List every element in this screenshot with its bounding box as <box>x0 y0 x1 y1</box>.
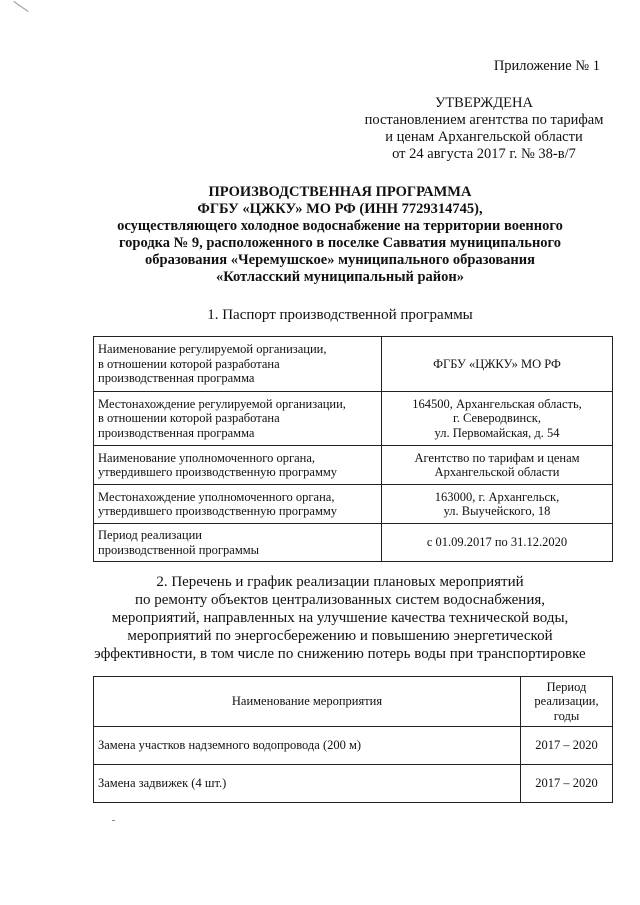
measure-name: Замена задвижек (4 шт.) <box>94 765 521 803</box>
title-line-6: «Котласский муниципальный район» <box>215 269 465 285</box>
value-line: ул. Выучейского, 18 <box>443 504 551 518</box>
title-line-1: ПРОИЗВОДСТВЕННАЯ ПРОГРАММА <box>208 184 472 200</box>
table-row <box>94 524 613 562</box>
measure-name: Замена участков надземного водопровода (200 м) <box>94 727 521 765</box>
label-line: в отношении которой разработана <box>98 356 280 371</box>
document-title <box>70 184 610 286</box>
table-row <box>94 337 613 392</box>
passport-label <box>94 337 382 392</box>
approval-block <box>364 58 604 163</box>
header-line: реализации, <box>534 694 599 709</box>
header-line: Период <box>546 679 587 694</box>
label-line: производственная программа <box>98 425 255 440</box>
title-line-4: городка № 9, расположенного в поселке Савватия муниципального <box>118 235 562 251</box>
approval-line-2: и ценам Архангельской области <box>385 129 583 145</box>
passport-table <box>93 336 613 562</box>
header-line: годы <box>553 708 580 723</box>
section-2-heading <box>70 573 610 663</box>
label-line: производственной программы <box>98 542 260 557</box>
label-line: Наименование регулируемой организации, <box>98 342 327 357</box>
value-line: 164500, Архангельская область, <box>412 396 582 411</box>
table-header-row <box>94 677 613 727</box>
approval-line-1: постановлением агентства по тарифам <box>364 112 604 128</box>
section-1-heading: 1. Паспорт производственной программы <box>207 307 473 323</box>
value-line: с 01.09.2017 по 31.12.2020 <box>426 535 568 550</box>
label-line: Период реализации <box>98 528 202 542</box>
measure-period: 2017 – 2020 <box>521 727 613 765</box>
title-line-3: осуществляющего холодное водоснабжение на территории военного <box>117 218 563 234</box>
approved-label: УТВЕРЖДЕНА <box>435 95 533 111</box>
passport-label <box>94 524 382 562</box>
label-line: производственная программа <box>98 371 255 386</box>
label-line: утвердившего производственную программу <box>98 504 338 518</box>
passport-value <box>382 485 613 524</box>
passport-label <box>94 446 382 485</box>
heading-line: эффективности, в том числе по снижению потерь воды при транспортировке <box>94 646 586 662</box>
value-line: г. Северодвинск, <box>453 411 541 426</box>
table-row <box>94 727 613 765</box>
column-header-period <box>521 677 613 727</box>
passport-value <box>382 446 613 485</box>
approval-line-3: от 24 августа 2017 г. № 38-в/7 <box>392 146 576 162</box>
label-line: утвердившего производственную программу <box>98 465 338 479</box>
table-row <box>94 485 613 524</box>
measure-period: 2017 – 2020 <box>521 765 613 803</box>
label-line: Местонахождение уполномоченного органа, <box>98 489 335 504</box>
measures-table <box>93 676 613 803</box>
column-header-name: Наименование мероприятия <box>94 677 521 727</box>
passport-value <box>382 524 613 562</box>
passport-label <box>94 392 382 446</box>
passport-value <box>382 337 613 392</box>
value-line: Архангельской области <box>434 465 560 479</box>
value-line: 163000, г. Архангельск, <box>434 489 560 504</box>
scan-artifact <box>112 820 115 821</box>
scan-artifact <box>13 1 28 12</box>
passport-label <box>94 485 382 524</box>
value-line: Агентство по тарифам и ценам <box>414 450 580 465</box>
table-row <box>94 392 613 446</box>
label-line: Наименование уполномоченного органа, <box>98 450 315 465</box>
title-line-2: ФГБУ «ЦЖКУ» МО РФ (ИНН 7729314745), <box>197 201 483 217</box>
label-line: Местонахождение регулируемой организации, <box>98 396 346 411</box>
title-line-5: образования «Черемушское» муниципального образования <box>145 252 535 268</box>
value-line: ФГБУ «ЦЖКУ» МО РФ <box>433 356 561 371</box>
heading-line: мероприятий по энергосбережению и повышению энергетической <box>127 628 553 644</box>
table-row <box>94 765 613 803</box>
table-row <box>94 446 613 485</box>
heading-line: по ремонту объектов централизованных систем водоснабжения, <box>134 592 545 608</box>
heading-line: мероприятий, направленных на улучшение качества технической воды, <box>111 610 569 626</box>
heading-line: 2. Перечень и график реализации плановых мероприятий <box>156 574 524 590</box>
label-line: в отношении которой разработана <box>98 411 280 426</box>
passport-value <box>382 392 613 446</box>
value-line: ул. Первомайская, д. 54 <box>434 425 560 440</box>
appendix-number: Приложение № 1 <box>493 58 600 74</box>
